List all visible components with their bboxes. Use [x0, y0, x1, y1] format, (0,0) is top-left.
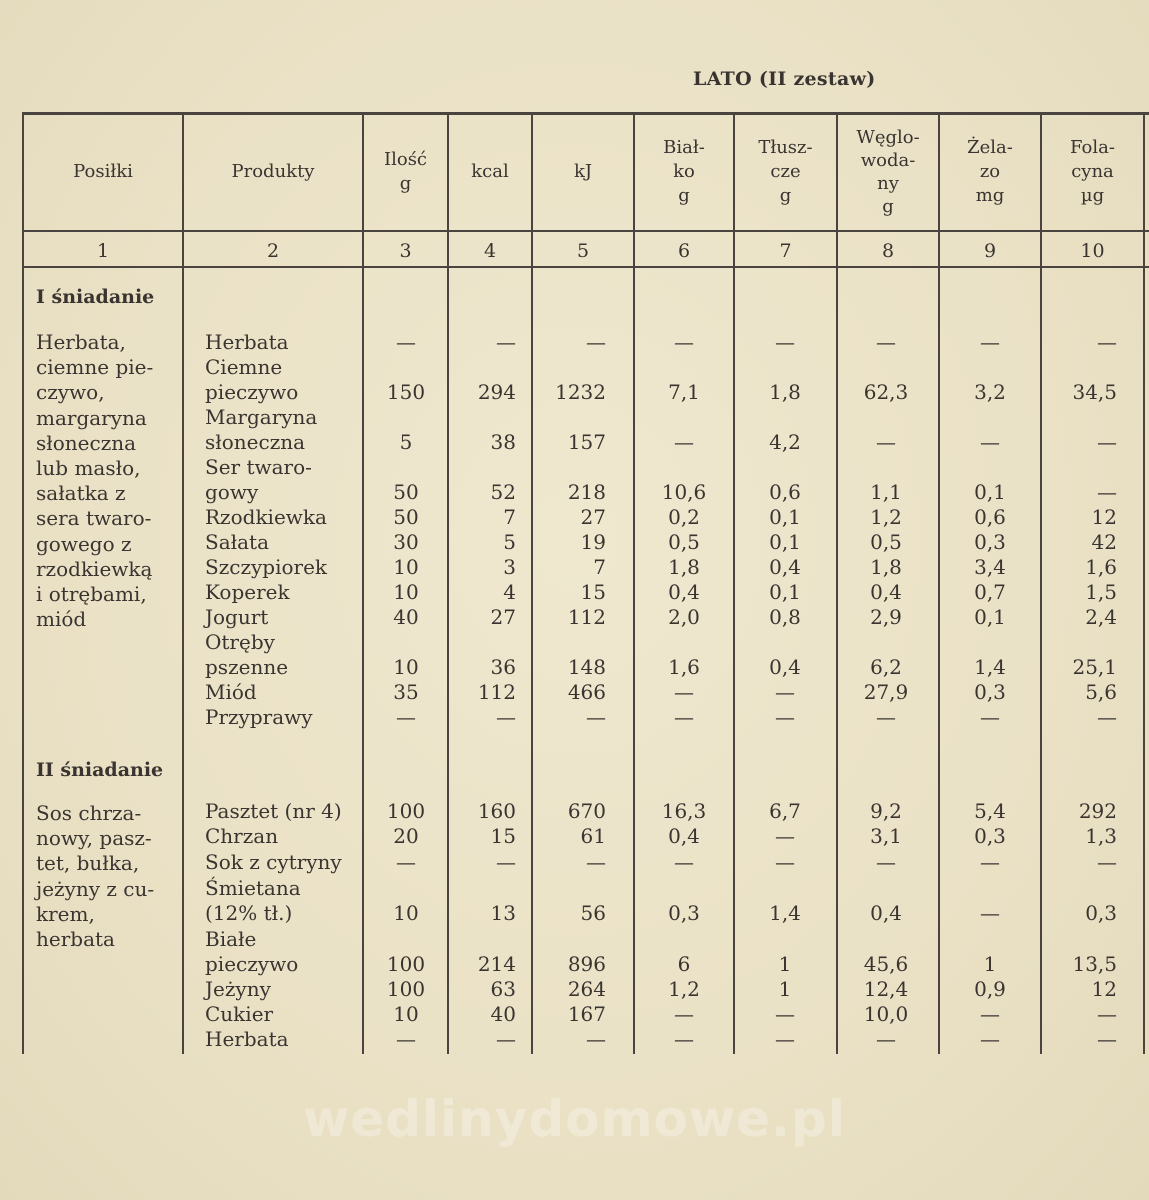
product-cell: Koperek	[205, 580, 290, 604]
protein-cell: 2,0	[668, 605, 700, 629]
header-posilki	[24, 116, 182, 228]
protein-cell: —	[674, 705, 694, 729]
header-label: Węglo-	[856, 127, 920, 148]
folate-cell: 1,5	[1085, 580, 1117, 604]
meal-line: słoneczna	[36, 430, 137, 455]
fat-cell: —	[775, 850, 795, 874]
folate-cell: 0,3	[1085, 901, 1117, 925]
product-cell: Śmietana	[205, 876, 301, 900]
column-number: 5	[576, 240, 590, 262]
kj-cell: 1232	[555, 380, 606, 404]
table-row	[0, 927, 1149, 952]
carbs-cell: —	[876, 330, 896, 354]
iron-cell: —	[980, 705, 1000, 729]
table-row	[0, 680, 1149, 705]
kcal-cell: 112	[477, 680, 516, 704]
kcal-cell: 294	[477, 380, 516, 404]
kj-cell: 167	[567, 1002, 606, 1026]
iron-cell: —	[980, 430, 1000, 454]
kcal-cell: 160	[477, 799, 516, 823]
header-label: Biał-	[663, 137, 705, 158]
meal-line: Herbata,	[36, 330, 126, 354]
iron-cell: 0,1	[974, 605, 1006, 629]
header-label: kcal	[471, 161, 509, 182]
quantity-cell: 150	[386, 380, 426, 404]
carbs-cell: —	[876, 1027, 896, 1051]
folate-cell: 1,3	[1085, 824, 1117, 848]
product-cell: Herbata	[205, 330, 289, 354]
meal-line: ciemne pie-	[36, 355, 154, 380]
protein-cell: —	[674, 1027, 694, 1051]
carbs-cell: 45,6	[863, 952, 909, 976]
quantity-cell: 10	[393, 1002, 419, 1026]
kj-cell: 15	[580, 580, 606, 604]
iron-cell: 0,9	[974, 977, 1006, 1001]
iron-cell: 5,4	[974, 799, 1006, 823]
meal-line: margaryna	[36, 405, 147, 430]
folate-cell: —	[1097, 705, 1117, 729]
kj-cell: 19	[580, 530, 606, 554]
iron-cell: 3,2	[974, 380, 1006, 404]
meal-line: Sos chrza-	[36, 801, 142, 825]
header-label: g	[779, 185, 792, 206]
kj-cell: 27	[580, 505, 606, 529]
header-label: Tłusz-	[758, 137, 813, 158]
kj-cell: 56	[580, 901, 606, 925]
table-row	[0, 952, 1149, 977]
folate-cell: 5,6	[1085, 680, 1117, 704]
kj-cell: 61	[580, 824, 606, 848]
protein-cell: 0,4	[668, 824, 700, 848]
protein-cell: —	[674, 680, 694, 704]
fat-cell: —	[775, 680, 795, 704]
header-kj	[533, 116, 633, 228]
protein-cell: 1,2	[668, 977, 700, 1001]
table-row	[0, 876, 1149, 901]
kj-cell: 218	[567, 480, 606, 504]
table-row	[0, 901, 1149, 926]
kj-cell: 466	[567, 680, 606, 704]
kcal-cell: —	[496, 330, 516, 354]
fat-cell: 4,2	[769, 430, 801, 454]
numbers-bottom-rule	[22, 266, 1149, 268]
column-number: 3	[399, 240, 412, 262]
product-cell: Herbata	[205, 1027, 289, 1051]
kcal-cell: 38	[490, 430, 516, 454]
table-row	[0, 455, 1149, 480]
meal-line: rzodkiewką	[36, 556, 153, 581]
folate-cell: 25,1	[1072, 655, 1117, 679]
meal-line: miód	[36, 607, 87, 632]
kcal-cell: 27	[490, 605, 516, 629]
carbs-cell: 62,3	[863, 380, 909, 404]
folate-cell: —	[1097, 330, 1117, 354]
column-number: 1	[96, 240, 110, 262]
folate-cell: —	[1097, 430, 1117, 454]
carbs-cell: 1,1	[870, 480, 902, 504]
meal-line: i otrębami,	[36, 582, 147, 607]
product-cell: Ciemne	[205, 355, 283, 379]
meal-line: sera twaro-	[36, 506, 152, 531]
quantity-cell: 50	[393, 505, 419, 529]
carbs-cell: 1,8	[870, 555, 902, 579]
header-label: Produkty	[231, 161, 315, 182]
folate-cell: 42	[1091, 530, 1117, 554]
watermark: wedlinydomowe.pl	[303, 1090, 846, 1148]
meal-line: herbata	[36, 927, 115, 952]
kcal-cell: 4	[503, 580, 516, 604]
kcal-cell: —	[496, 1027, 516, 1051]
header-ilosc	[364, 116, 447, 228]
kcal-cell: 15	[490, 824, 516, 848]
product-cell: gowy	[205, 480, 259, 504]
quantity-cell: 100	[386, 799, 426, 823]
carbs-cell: 10,0	[863, 1002, 909, 1026]
fat-cell: 0,6	[769, 480, 801, 504]
product-cell: Sok z cytryny	[205, 850, 342, 874]
product-cell: pszenne	[205, 655, 289, 679]
header-label: µg	[1080, 185, 1105, 206]
table-row	[0, 630, 1149, 655]
folate-cell: 1,6	[1085, 555, 1117, 579]
meal-line: gowego z	[36, 531, 132, 556]
kcal-cell: 13	[490, 901, 516, 925]
carbs-cell: 3,1	[870, 824, 902, 848]
fat-cell: 1,4	[769, 901, 801, 925]
carbs-cell: 0,4	[870, 580, 902, 604]
product-cell: Sałata	[205, 530, 269, 554]
quantity-cell: —	[396, 330, 416, 354]
section-title-ii-sniadanie: II śniadanie	[36, 759, 164, 781]
folate-cell: 292	[1078, 799, 1117, 823]
protein-cell: 0,5	[668, 530, 700, 554]
fat-cell: 0,1	[769, 580, 801, 604]
kj-cell: 112	[567, 605, 606, 629]
header-label: zo	[979, 161, 1001, 182]
fat-cell: —	[775, 330, 795, 354]
header-label: g	[399, 173, 412, 194]
table-row	[0, 799, 1149, 824]
header-label: g	[678, 185, 690, 206]
iron-cell: —	[980, 850, 1000, 874]
product-cell: Margaryna	[205, 405, 318, 429]
iron-cell: 1,4	[974, 655, 1006, 679]
iron-cell: —	[980, 1027, 1000, 1051]
iron-cell: 1	[983, 952, 997, 976]
quantity-cell: 10	[393, 655, 419, 679]
carbs-cell: —	[876, 705, 896, 729]
table-top-rule	[22, 112, 1149, 115]
folate-cell: —	[1097, 850, 1117, 874]
fat-cell: —	[775, 1002, 795, 1026]
table-row	[0, 530, 1149, 555]
carbs-cell: 27,9	[863, 680, 909, 704]
folate-cell: 13,5	[1072, 952, 1117, 976]
quantity-cell: 10	[393, 901, 419, 925]
meal-line: tet, bułka,	[36, 851, 140, 876]
protein-cell: 0,4	[668, 580, 700, 604]
table-row	[0, 505, 1149, 530]
table-row	[0, 330, 1149, 355]
kcal-cell: 3	[503, 555, 516, 579]
fat-cell: 1	[778, 952, 792, 976]
fat-cell: 0,4	[769, 655, 801, 679]
product-cell: Pasztet (nr 4)	[205, 799, 342, 823]
carbs-cell: 1,2	[870, 505, 902, 529]
kcal-cell: —	[496, 705, 516, 729]
quantity-cell: 30	[393, 530, 419, 554]
fat-cell: 6,7	[769, 799, 801, 823]
table-row	[0, 430, 1149, 455]
quantity-cell: 35	[393, 680, 419, 704]
protein-cell: —	[674, 430, 694, 454]
protein-cell: 6	[677, 952, 691, 976]
quantity-cell: 40	[393, 605, 419, 629]
header-weglowodany	[838, 116, 938, 228]
product-cell: Ser twaro-	[205, 455, 312, 479]
meal-line: jeżyny z cu-	[36, 876, 155, 901]
kcal-cell: 40	[490, 1002, 516, 1026]
quantity-cell: 100	[386, 952, 426, 976]
iron-cell: 3,4	[974, 555, 1006, 579]
kcal-cell: 7	[503, 505, 516, 529]
iron-cell: 0,6	[974, 505, 1006, 529]
table-row	[0, 655, 1149, 680]
quantity-cell: 100	[386, 977, 426, 1001]
quantity-cell: 10	[393, 555, 419, 579]
table-row	[0, 380, 1149, 405]
table-row	[0, 355, 1149, 380]
product-cell: (12% tł.)	[205, 901, 293, 925]
table-row	[0, 977, 1149, 1002]
protein-cell: 7,1	[668, 380, 700, 404]
protein-cell: 1,8	[668, 555, 700, 579]
product-cell: pieczywo	[205, 952, 299, 976]
iron-cell: —	[980, 1002, 1000, 1026]
iron-cell: —	[980, 330, 1000, 354]
header-label: Posiłki	[73, 161, 133, 182]
kj-cell: —	[586, 1027, 606, 1051]
header-bialko	[635, 116, 733, 228]
protein-cell: —	[674, 1002, 694, 1026]
protein-cell: 0,2	[668, 505, 700, 529]
iron-cell: —	[980, 901, 1000, 925]
kj-cell: 148	[567, 655, 606, 679]
quantity-cell: —	[396, 705, 416, 729]
quantity-cell: 20	[393, 824, 419, 848]
product-cell: Otręby	[205, 630, 275, 654]
table-row	[0, 824, 1149, 849]
product-cell: Szczypiorek	[205, 555, 328, 579]
column-number: 9	[983, 240, 997, 262]
product-cell: Miód	[205, 680, 257, 704]
folate-cell: 2,4	[1085, 605, 1117, 629]
iron-cell: 0,3	[974, 530, 1006, 554]
kcal-cell: 63	[490, 977, 516, 1001]
carbs-cell: 9,2	[870, 799, 902, 823]
product-cell: Jeżyny	[205, 977, 271, 1001]
header-label: ny	[877, 173, 899, 194]
fat-cell: 1	[778, 977, 792, 1001]
carbs-cell: —	[876, 430, 896, 454]
column-number: 7	[779, 240, 792, 262]
fat-cell: 0,4	[769, 555, 801, 579]
product-cell: słoneczna	[205, 430, 306, 454]
kj-cell: 157	[567, 430, 606, 454]
kj-cell: —	[586, 330, 606, 354]
header-label: Ilość	[383, 149, 428, 170]
header-label: Żela-	[967, 137, 1013, 158]
product-cell: Białe	[205, 927, 257, 951]
fat-cell: —	[775, 1027, 795, 1051]
protein-cell: 10,6	[661, 480, 707, 504]
kj-cell: 670	[567, 799, 606, 823]
meal-line: krem,	[36, 901, 95, 926]
table-row	[0, 580, 1149, 605]
meal-line: sałatka z	[36, 481, 126, 506]
product-cell: Rzodkiewka	[205, 505, 327, 529]
kj-cell: —	[586, 705, 606, 729]
protein-cell: 1,6	[668, 655, 700, 679]
quantity-cell: —	[396, 850, 416, 874]
kcal-cell: 214	[477, 952, 516, 976]
protein-cell: —	[674, 850, 694, 874]
header-label: g	[882, 196, 894, 217]
section-title-i-sniadanie: I śniadanie	[36, 286, 155, 308]
kcal-cell: 52	[490, 480, 516, 504]
kj-cell: 896	[567, 952, 606, 976]
fat-cell: 0,1	[769, 505, 801, 529]
product-cell: Chrzan	[205, 824, 279, 848]
quantity-cell: 50	[393, 480, 419, 504]
header-bottom-rule	[22, 230, 1149, 232]
carbs-cell: 2,9	[870, 605, 902, 629]
column-number: 6	[677, 240, 691, 262]
carbs-cell: 6,2	[870, 655, 902, 679]
table-row	[0, 705, 1149, 730]
iron-cell: 0,7	[974, 580, 1006, 604]
quantity-cell: —	[396, 1027, 416, 1051]
carbs-cell: 0,5	[870, 530, 902, 554]
iron-cell: 0,3	[974, 680, 1006, 704]
header-kcal	[449, 116, 531, 228]
folate-cell: —	[1097, 480, 1117, 504]
header-produkty	[184, 116, 362, 228]
kj-cell: —	[586, 850, 606, 874]
header-label: cze	[770, 161, 801, 182]
header-label: Fola-	[1070, 137, 1115, 158]
meal-line: czywo,	[36, 380, 105, 405]
header-tluszcze	[735, 116, 836, 228]
quantity-cell: 10	[393, 580, 419, 604]
column-number: 8	[881, 240, 895, 262]
carbs-cell: 0,4	[870, 901, 902, 925]
column-number: 2	[266, 240, 280, 262]
product-cell: Cukier	[205, 1002, 274, 1026]
quantity-cell: 5	[399, 430, 413, 454]
header-zelazo	[940, 116, 1040, 228]
protein-cell: 0,3	[668, 901, 700, 925]
table-row	[0, 850, 1149, 875]
folate-cell: —	[1097, 1027, 1117, 1051]
fat-cell: —	[775, 824, 795, 848]
protein-cell: —	[674, 330, 694, 354]
meal-line: nowy, pasz-	[36, 826, 152, 851]
protein-cell: 16,3	[661, 799, 707, 823]
table-row	[0, 405, 1149, 430]
product-cell: Przyprawy	[205, 705, 313, 729]
header-label: woda-	[860, 150, 916, 171]
header-label: ko	[673, 161, 695, 182]
header-label: kJ	[573, 161, 593, 182]
header-label: mg	[975, 185, 1005, 206]
table-row	[0, 480, 1149, 505]
carbs-cell: —	[876, 850, 896, 874]
table-row	[0, 1027, 1149, 1052]
kj-cell: 7	[593, 555, 606, 579]
fat-cell: 0,8	[769, 605, 801, 629]
folate-cell: 34,5	[1072, 380, 1117, 404]
iron-cell: 0,3	[974, 824, 1006, 848]
kcal-cell: 5	[503, 530, 516, 554]
table-row	[0, 1002, 1149, 1027]
column-number: 10	[1080, 240, 1105, 262]
header-folacyna	[1042, 116, 1143, 228]
table-row	[0, 605, 1149, 630]
kj-cell: 264	[567, 977, 606, 1001]
folate-cell: 12	[1091, 505, 1117, 529]
fat-cell: 0,1	[769, 530, 801, 554]
fat-cell: 1,8	[769, 380, 801, 404]
kcal-cell: 36	[490, 655, 516, 679]
table-row	[0, 555, 1149, 580]
column-number: 4	[483, 240, 497, 262]
header-label: cyna	[1071, 161, 1114, 182]
folate-cell: —	[1097, 1002, 1117, 1026]
kcal-cell: —	[496, 850, 516, 874]
fat-cell: —	[775, 705, 795, 729]
product-cell: Jogurt	[205, 605, 269, 629]
page-title: LATO (II zestaw)	[693, 68, 876, 90]
meal-line: lub masło,	[36, 456, 141, 481]
product-cell: pieczywo	[205, 380, 299, 404]
carbs-cell: 12,4	[863, 977, 909, 1001]
folate-cell: 12	[1091, 977, 1117, 1001]
iron-cell: 0,1	[974, 480, 1006, 504]
